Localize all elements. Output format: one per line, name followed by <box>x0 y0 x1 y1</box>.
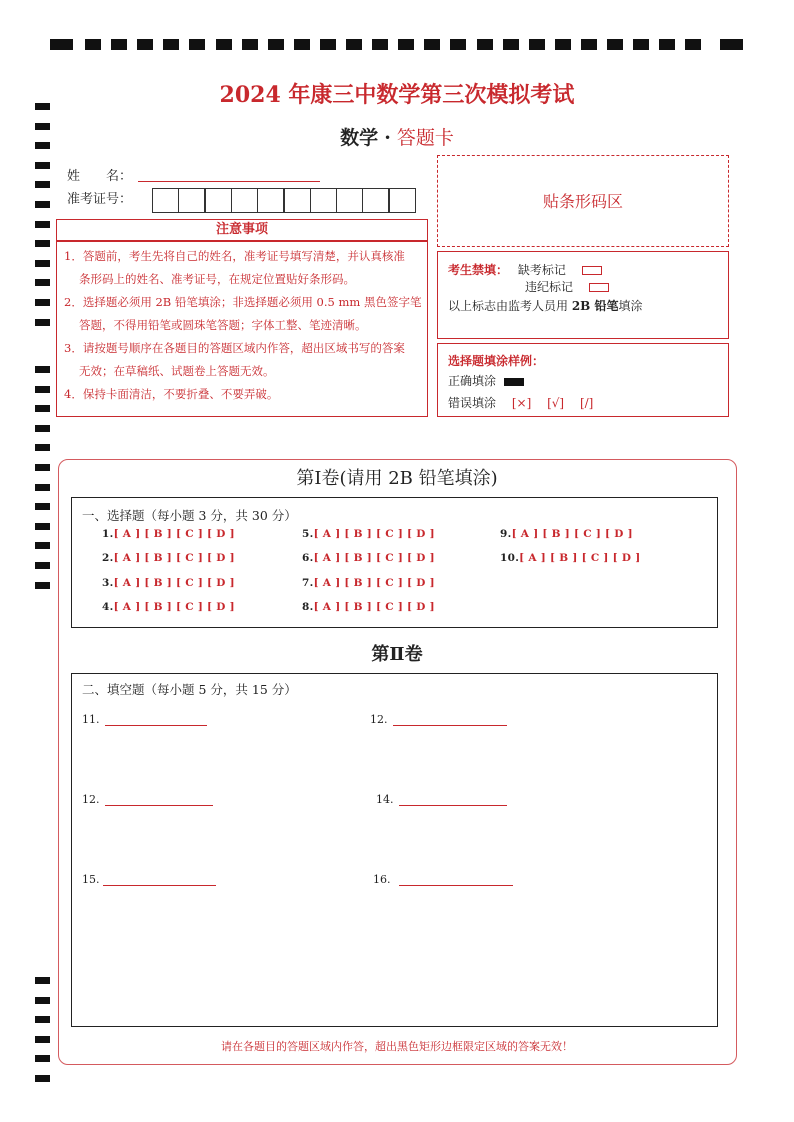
card-subtitle <box>0 123 794 150</box>
notice-item-3a: 3．请按题号顺序在各题目的答题区域内作答，超出区域书写的答案 <box>64 341 405 355</box>
timing-mark-top <box>85 39 101 50</box>
timing-mark-top <box>424 39 440 50</box>
blank-label-12a: 12. <box>370 713 388 726</box>
timing-mark-left <box>35 997 50 1004</box>
question-number: 9. <box>500 528 512 540</box>
answer-options[interactable]: [ A ] [ B ] [ C ] [ D ] <box>113 577 235 589</box>
wrong-mark-2: [√] <box>547 396 565 410</box>
timing-mark-left <box>35 562 50 569</box>
id-digit-cell[interactable] <box>389 188 416 213</box>
timing-mark-top <box>659 39 675 50</box>
timing-mark-left <box>35 523 50 530</box>
id-digit-cell[interactable] <box>205 188 232 213</box>
notice-item-2b: 答题，不得用铅笔或圆珠笔答题；字体工整、笔迹清晰。 <box>79 318 367 332</box>
timing-mark-top <box>555 39 571 50</box>
barcode-label: 贴条形码区 <box>542 192 623 211</box>
timing-mark-top <box>111 39 127 50</box>
choice-question-8[interactable] <box>302 601 435 613</box>
correct-label: 正确填涂 <box>448 374 497 388</box>
answer-options[interactable]: [ A ] [ B ] [ C ] [ D ] <box>313 552 435 564</box>
timing-mark-top <box>503 39 519 50</box>
question-number: 7. <box>302 577 314 589</box>
id-digit-cell[interactable] <box>178 188 205 213</box>
timing-mark-top <box>242 39 258 50</box>
sample-title: 选择题填涂样例： <box>448 354 545 368</box>
blank-label-14: 14. <box>376 793 394 806</box>
part2-section: 二、填空题（每小题 5 分，共 15 分） <box>82 682 297 697</box>
answer-options[interactable]: [ A ] [ B ] [ C ] [ D ] <box>511 528 633 540</box>
question-number: 3. <box>102 577 114 589</box>
timing-mark-top <box>216 39 232 50</box>
timing-mark-left <box>35 260 50 267</box>
timing-mark-left <box>35 542 50 549</box>
question-number: 10. <box>500 552 520 564</box>
blank-label-12b: 12. <box>82 793 100 806</box>
id-digit-cell[interactable] <box>231 188 258 213</box>
answer-options[interactable]: [ A ] [ B ] [ C ] [ D ] <box>113 528 235 540</box>
barcode-area <box>437 155 729 247</box>
part1-section: 一、选择题（每小题 3 分，共 30 分） <box>82 508 297 523</box>
timing-mark-top <box>633 39 649 50</box>
blank-line-15[interactable] <box>103 885 216 886</box>
timing-mark-top <box>320 39 336 50</box>
choice-question-7[interactable] <box>302 577 435 589</box>
exam-title: 2024 年康三中数学第三次模拟考试 <box>219 82 575 108</box>
choice-question-3[interactable] <box>102 577 235 589</box>
timing-mark-left <box>35 221 50 228</box>
forbidden-title: 考生禁填： <box>448 263 509 277</box>
footer-warning: 请在各题目的答题区域内作答，超出黑色矩形边框限定区域的答案无效！ <box>221 1040 573 1053</box>
timing-mark-left <box>35 425 50 432</box>
timing-mark-top <box>720 39 743 50</box>
timing-mark-top <box>137 39 153 50</box>
part1-title: 第Ⅰ卷(请用 2B 铅笔填涂) <box>296 468 498 489</box>
card-label: 答题卡 <box>396 127 454 149</box>
id-digit-cell[interactable] <box>257 188 284 213</box>
violation-label: 违纪标记 <box>525 280 574 294</box>
subtitle-dot: · <box>384 127 391 149</box>
timing-mark-left <box>35 366 50 373</box>
violation-mark-box[interactable] <box>589 283 609 292</box>
id-digit-cell[interactable] <box>152 188 179 213</box>
timing-mark-top <box>581 39 597 50</box>
question-number: 8. <box>302 601 314 613</box>
answer-options[interactable]: [ A ] [ B ] [ C ] [ D ] <box>113 552 235 564</box>
timing-mark-top <box>346 39 362 50</box>
timing-mark-left <box>35 201 50 208</box>
choice-question-1[interactable] <box>102 528 235 540</box>
choice-question-6[interactable] <box>302 552 435 564</box>
question-number: 1. <box>102 528 114 540</box>
blank-label-16: 16. <box>373 873 391 886</box>
subject-label: 数学 <box>340 127 379 149</box>
choice-question-10[interactable] <box>500 552 641 564</box>
timing-mark-top <box>477 39 493 50</box>
forbidden-box <box>437 251 729 339</box>
wrong-mark-1: [×] <box>511 396 532 410</box>
timing-mark-left <box>35 299 50 306</box>
timing-mark-left <box>35 1016 50 1023</box>
timing-mark-left <box>35 162 50 169</box>
name-label: 姓 名： <box>67 169 133 184</box>
blank-label-11: 11. <box>82 713 100 726</box>
blank-label-15: 15. <box>82 873 100 886</box>
timing-mark-left <box>35 181 50 188</box>
question-number: 2. <box>102 552 114 564</box>
timing-mark-left <box>35 1075 50 1082</box>
question-number: 4. <box>102 601 114 613</box>
blank-line-14[interactable] <box>399 805 507 806</box>
id-label: 准考证号： <box>67 192 133 207</box>
timing-mark-left <box>35 977 50 984</box>
timing-mark-top <box>398 39 414 50</box>
answer-options[interactable]: [ A ] [ B ] [ C ] [ D ] <box>313 577 435 589</box>
wrong-label: 错误填涂 <box>448 396 497 410</box>
timing-mark-top <box>268 39 284 50</box>
notice-title: 注意事项 <box>215 222 268 237</box>
notice-item-1b: 条形码上的姓名、准考证号，在规定位置贴好条形码。 <box>79 272 355 286</box>
timing-mark-left <box>35 319 50 326</box>
timing-mark-top <box>50 39 73 50</box>
timing-mark-left <box>35 279 50 286</box>
timing-mark-top <box>294 39 310 50</box>
timing-mark-left <box>35 444 50 451</box>
timing-mark-top <box>529 39 545 50</box>
timing-mark-top <box>189 39 205 50</box>
timing-mark-left <box>35 1055 50 1062</box>
blank-line-11[interactable] <box>105 725 207 726</box>
timing-mark-left <box>35 582 50 589</box>
choice-question-4[interactable] <box>102 601 235 613</box>
choice-question-9[interactable] <box>500 528 633 540</box>
timing-mark-top <box>685 39 701 50</box>
timing-mark-left <box>35 405 50 412</box>
answer-options[interactable]: [ A ] [ B ] [ C ] [ D ] <box>519 552 641 564</box>
notice-box <box>56 241 428 417</box>
choice-question-5[interactable] <box>302 528 435 540</box>
forbidden-note-post: 填涂 <box>618 299 643 313</box>
forbidden-note <box>448 297 643 314</box>
timing-mark-top <box>163 39 179 50</box>
part2-box <box>71 673 718 1027</box>
notice-item-1a: 1．答题前，考生先将自己的姓名，准考证号填写清楚，并认真核准 <box>64 249 405 263</box>
question-number: 5. <box>302 528 314 540</box>
notice-item-4: 4．保持卡面清洁，不要折叠、不要弄破。 <box>64 387 279 401</box>
name-field[interactable] <box>138 181 320 182</box>
absent-label: 缺考标记 <box>517 263 566 277</box>
wrong-mark-3: [/] <box>579 396 594 410</box>
forbidden-note-bold: 2B 铅笔 <box>571 299 619 313</box>
timing-mark-top <box>372 39 388 50</box>
id-digit-cell[interactable] <box>310 188 337 213</box>
question-number: 6. <box>302 552 314 564</box>
answer-options[interactable]: [ A ] [ B ] [ C ] [ D ] <box>113 601 235 613</box>
absent-mark-box[interactable] <box>582 266 602 275</box>
id-digit-cell[interactable] <box>336 188 363 213</box>
choice-question-2[interactable] <box>102 552 235 564</box>
timing-mark-top <box>607 39 623 50</box>
timing-mark-top <box>450 39 466 50</box>
sample-box <box>437 343 729 417</box>
blank-line-12b[interactable] <box>105 805 213 806</box>
answer-options[interactable]: [ A ] [ B ] [ C ] [ D ] <box>313 528 435 540</box>
notice-item-2a: 2．选择题必须用 2B 铅笔填涂；非选择题必须用 0.5 mm 黑色签字笔 <box>64 295 422 309</box>
blank-line-16[interactable] <box>399 885 513 886</box>
part2-title: 第Ⅱ卷 <box>371 644 423 665</box>
id-digit-cell[interactable] <box>284 188 311 213</box>
answer-options[interactable]: [ A ] [ B ] [ C ] [ D ] <box>313 601 435 613</box>
forbidden-note-pre: 以上标志由监考人员用 <box>448 299 572 313</box>
correct-fill-sample <box>504 378 524 386</box>
id-digit-cell[interactable] <box>362 188 389 213</box>
timing-mark-left <box>35 503 50 510</box>
notice-header <box>56 219 428 241</box>
timing-mark-left <box>35 386 50 393</box>
notice-item-3b: 无效；在草稿纸、试题卷上答题无效。 <box>79 364 275 378</box>
blank-line-12a[interactable] <box>393 725 507 726</box>
timing-mark-left <box>35 240 50 247</box>
